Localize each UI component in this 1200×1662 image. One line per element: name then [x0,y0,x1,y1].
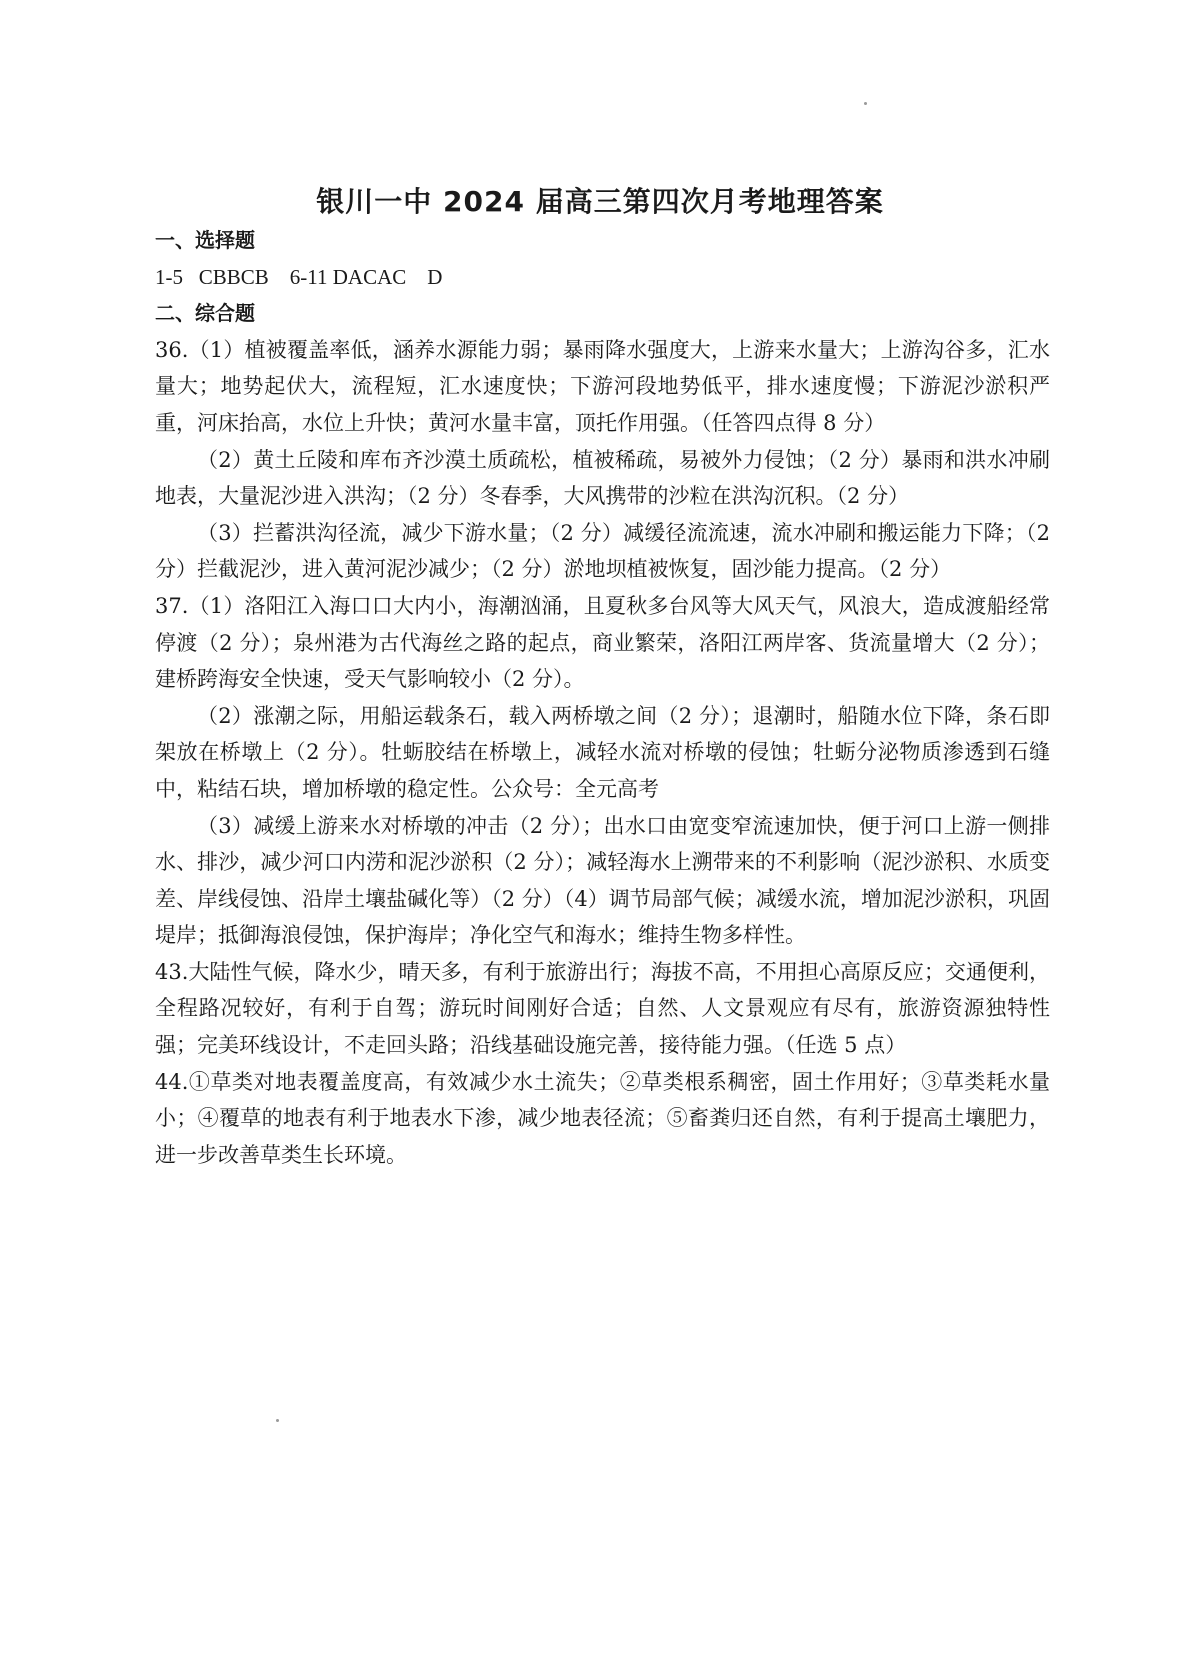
scan-speck [864,102,867,105]
answer-44: 44.①草类对地表覆盖度高，有效减少水土流失；②草类根系稠密，固土作用好；③草类耗水量小；④覆草的地表有利于地表水下渗，减少地表径流；⑤畜粪归还自然，有利于提高土壤肥力，进一步改善草类生长环境。 [155,1069,1050,1167]
answer-37-part-1: 37.（1）洛阳江入海口口大内小，海潮汹涌，且夏秋多台风等大风天气，风浪大，造成渡船经常停渡（2 分）；泉州港为古代海丝之路的起点，商业繁荣，洛阳江两岸客、货流量增大（2 分）；建桥跨海安全快速，受天气影响较小（2 分）。 [155,593,1050,692]
answer-43: 43.大陆性气候，降水少，晴天多，有利于旅游出行；海拔不高，不用担心高原反应；交通便利，全程路况较好，有利于自驾；游玩时间刚好合适；自然、人文景观应有尽有，旅游资源独特性强；完美环线设计，不走回头路；沿线基础设施完善，接待能力强。（任选 5 点） [155,959,1050,1058]
choice-answers: 1-5 CBBCB 6-11 DACAC D [155,264,443,289]
answer-36-part-2: （2）黄土丘陵和库布齐沙漠土质疏松，植被稀疏，易被外力侵蚀；（2 分）暴雨和洪水冲刷地表，大量泥沙进入洪沟；（2 分）冬春季，大风携带的沙粒在洪沟沉积。（2 分） [155,447,1050,509]
document-body [155,222,1050,1173]
section-heading-comprehensive: 二、综合题 [155,301,255,326]
section-heading-choice: 一、选择题 [155,228,255,252]
answer-37-part-3: （3）减缓上游来水对桥墩的冲击（2 分）；出水口由宽变窄流速加快，便于河口上游一侧排水、排沙，减少河口内涝和泥沙淤积（2 分）；减轻海水上溯带来的不利影响（泥沙淤积、水质变差、岸线侵蚀、沿岸土壤盐碱化等）（2 分）（4）调节局部气候；减缓水流，增加泥沙淤积，巩固堤岸；抵御海浪侵蚀，保护海岸；净化空气和海水；维持生物多样性。 [155,813,1050,948]
scan-speck [276,1419,279,1422]
answer-37-part-2: （2）涨潮之际，用船运载条石，载入两桥墩之间（2 分）；退潮时，船随水位下降，条石即架放在桥墩上（2 分）。牡蛎胶结在桥墩上，减轻水流对桥墩的侵蚀；牡蛎分泌物质渗透到石缝中，粘结石块，增加桥墩的稳定性。公众号：全元高考 [155,703,1050,801]
answer-36-part-3: （3）拦蓄洪沟径流，减少下游水量；（2 分）减缓径流流速，流水冲刷和搬运能力下降；（2 分）拦截泥沙，进入黄河泥沙减少；（2 分）淤地坝植被恢复，固沙能力提高。（2 分） [155,520,1050,582]
page-title: 银川一中 2024 届高三第四次月考地理答案 [316,185,884,218]
answer-36-part-1: 36.（1）植被覆盖率低，涵养水源能力弱；暴雨降水强度大，上游来水量大；上游沟谷多，汇水量大；地势起伏大，流程短，汇水速度快；下游河段地势低平，排水速度慢；下游泥沙淤积严重，河床抬高，水位上升快；黄河水量丰富，顶托作用强。（任答四点得 8 分） [155,337,1050,435]
